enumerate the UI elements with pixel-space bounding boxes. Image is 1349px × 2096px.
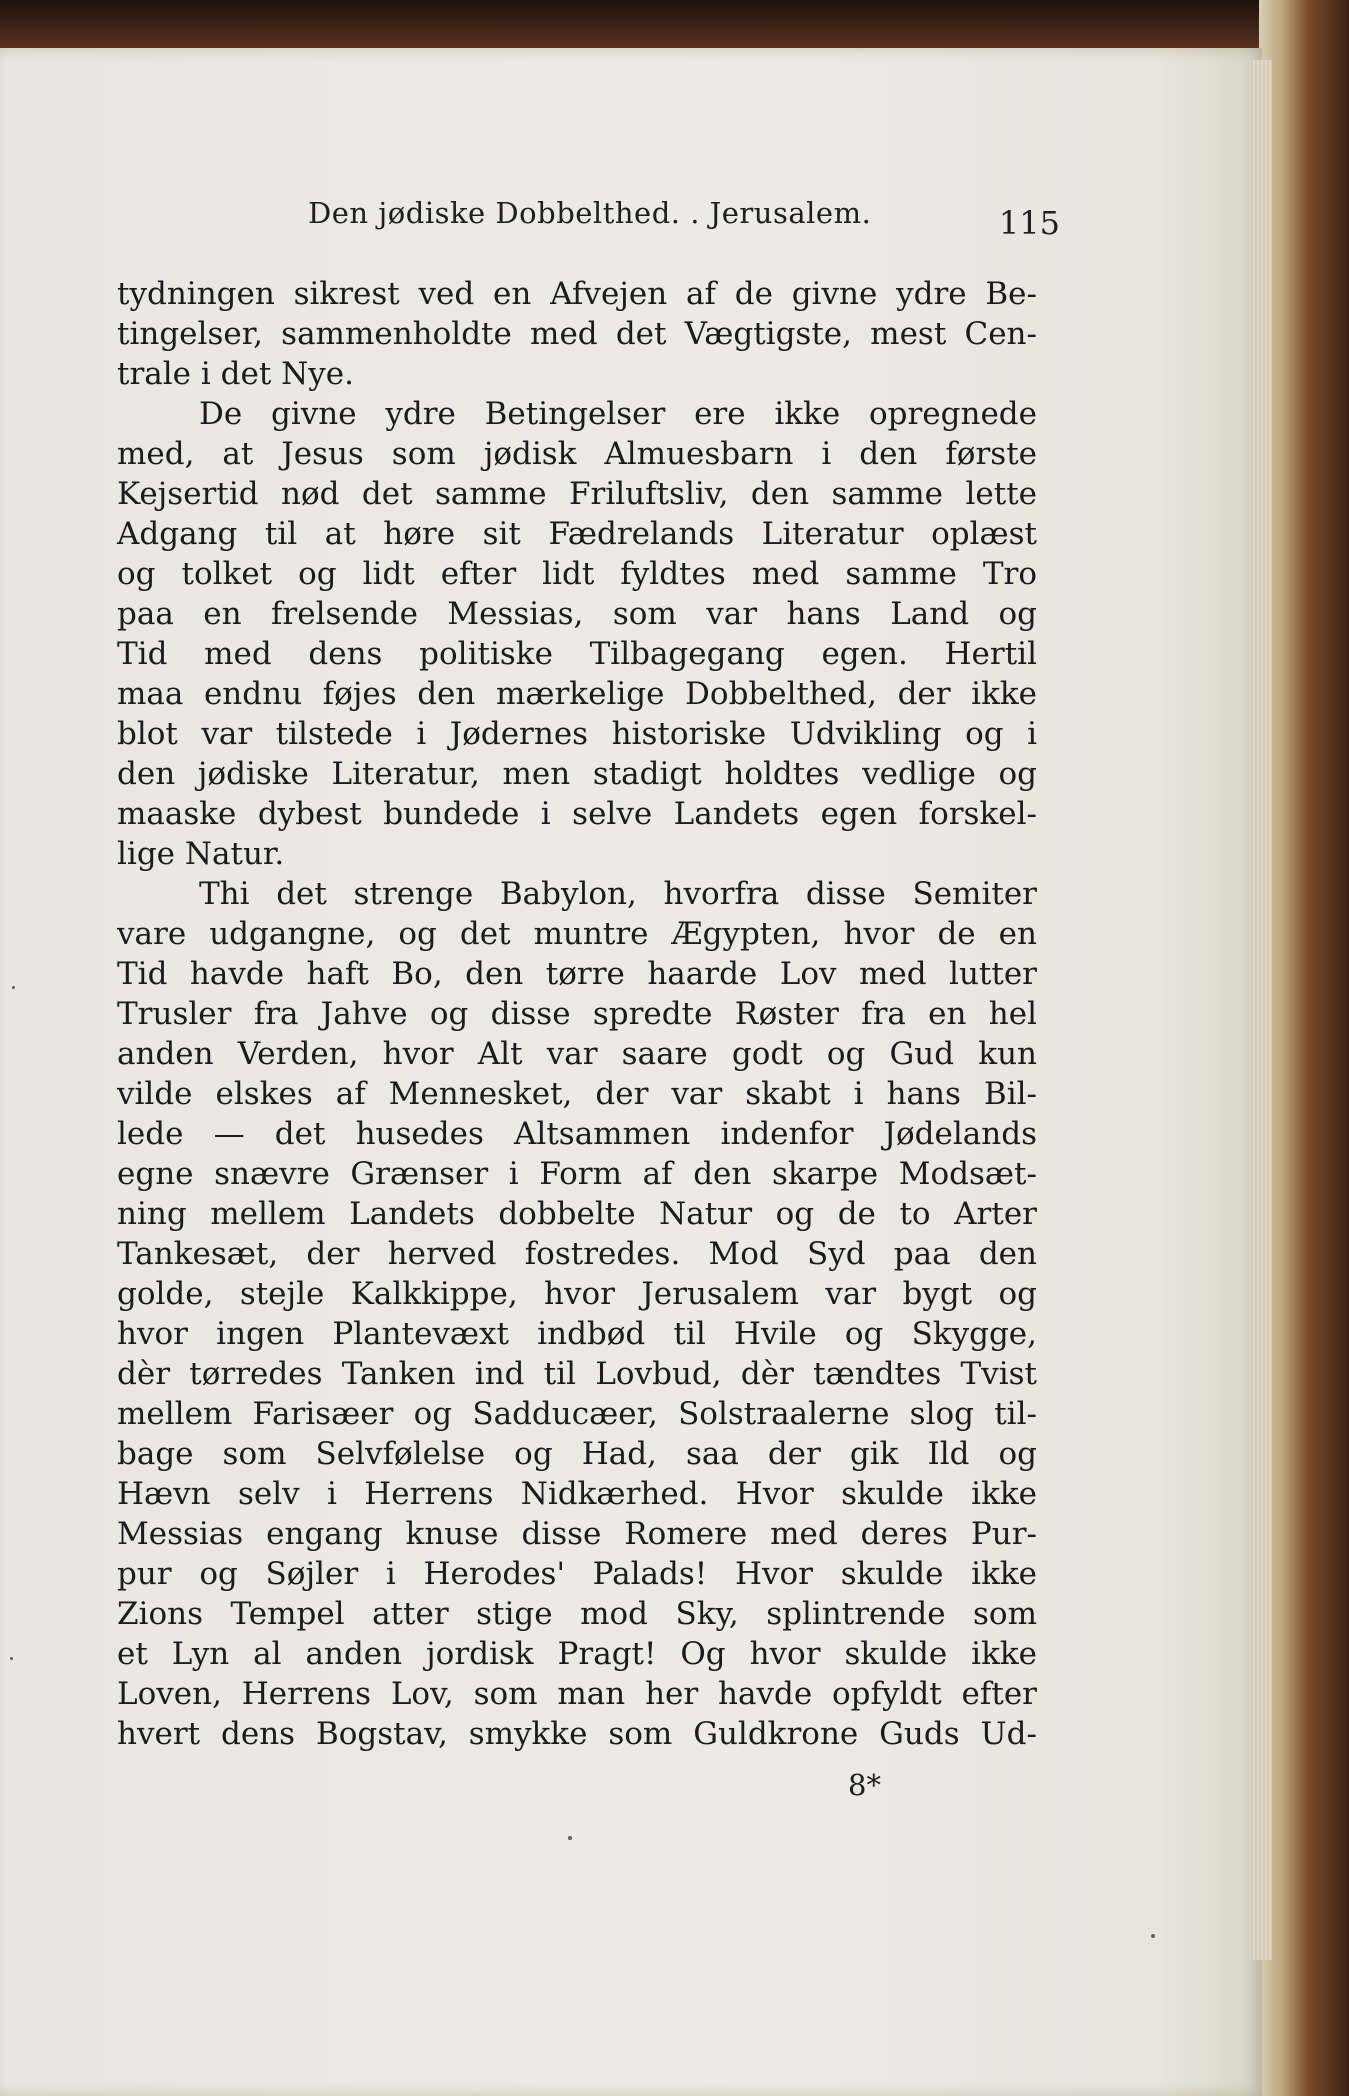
text-line: Loven, Herrens Lov, som man her havde opfyldt efter [117,1676,1037,1712]
text-line: vilde elskes af Mennesket, der var skabt i hans Bil- [117,1076,1037,1112]
text-line: pur og Søjler i Herodes' Palads! Hvor skulde ikke [117,1556,1037,1592]
text-line: mellem Farisæer og Sadducæer, Solstraalerne slog til- [117,1396,1037,1432]
paper-speck [10,1657,13,1660]
text-line: Adgang til at høre sit Fædrelands Literatur oplæst [117,516,1037,552]
text-line: med, at Jesus som jødisk Almuesbarn i den første [117,436,1037,472]
page-header [308,190,1060,240]
paper-speck [1151,1934,1155,1938]
text-line: maa endnu føjes den mærkelige Dobbelthed, der ikke [117,676,1037,712]
text-line: egne snævre Grænser i Form af den skarpe Modsæt- [117,1156,1037,1192]
text-line: Tid med dens politiske Tilbagegang egen. Hertil [117,636,1037,672]
text-line: Hævn selv i Herrens Nidkærhed. Hvor skulde ikke [117,1476,1037,1512]
text-line: blot var tilstede i Jødernes historiske Udvikling og i [117,716,1037,752]
text-line: vare udgangne, og det muntre Ægypten, hvor de en [117,916,1037,952]
text-line: Tankesæt, der herved fostredes. Mod Syd paa den [117,1236,1037,1272]
page-stack-edge [1250,60,1272,1960]
text-line: den jødiske Literatur, men stadigt holdtes vedlige og [117,756,1037,792]
text-line: Zions Tempel atter stige mod Sky, splintrende som [117,1596,1037,1632]
text-line: tydningen sikrest ved en Afvejen af de givne ydre Be- [117,276,1037,312]
text-line: hvert dens Bogstav, smykke som Guldkrone Guds Ud- [117,1716,1037,1752]
text-line: bage som Selvfølelse og Had, saa der gik Ild og [117,1436,1037,1472]
text-line: tingelser, sammenholdte med det Vægtigste, mest Cen- [117,316,1037,352]
text-line: anden Verden, hvor Alt var saare godt og Gud kun [117,1036,1037,1072]
text-line: et Lyn al anden jordisk Pragt! Og hvor skulde ikke [117,1636,1037,1672]
text-line: ning mellem Landets dobbelte Natur og de to Arter [117,1196,1037,1232]
text-line: lede — det husedes Altsammen indenfor Jødelands [117,1116,1037,1152]
page-number: 115 [998,204,1060,242]
body-text [117,274,1037,1754]
text-line: De givne ydre Betingelser ere ikke opregnede [199,396,1037,432]
running-head: Den jødiske Dobbelthed. . Jerusalem. [308,196,872,230]
signature-mark: 8* [848,1768,881,1802]
text-line: dèr tørredes Tanken ind til Lovbud, dèr tændtes Tvist [117,1356,1037,1392]
text-line: og tolket og lidt efter lidt fyldtes med samme Tro [117,556,1037,592]
text-line: paa en frelsende Messias, som var hans Land og [117,596,1037,632]
text-line: Kejsertid nød det samme Friluftsliv, den samme lette [117,476,1037,512]
paper-speck [12,986,15,989]
text-line: golde, stejle Kalkkippe, hvor Jerusalem var bygt og [117,1276,1037,1312]
text-line: Messias engang knuse disse Romere med deres Pur- [117,1516,1037,1552]
book-binding-edge [1259,0,1349,2096]
paper-speck [568,1836,572,1840]
text-line: Thi det strenge Babylon, hvorfra disse Semiter [199,876,1037,912]
text-line: Trusler fra Jahve og disse spredte Røster fra en hel [117,996,1037,1032]
text-line: hvor ingen Plantevæxt indbød til Hvile og Skygge, [117,1316,1037,1352]
text-line: trale i det Nye. [117,356,354,392]
text-line: Tid havde haft Bo, den tørre haarde Lov med lutter [117,956,1037,992]
text-line: maaske dybest bundede i selve Landets egen forskel- [117,796,1037,832]
text-line: lige Natur. [117,836,285,872]
